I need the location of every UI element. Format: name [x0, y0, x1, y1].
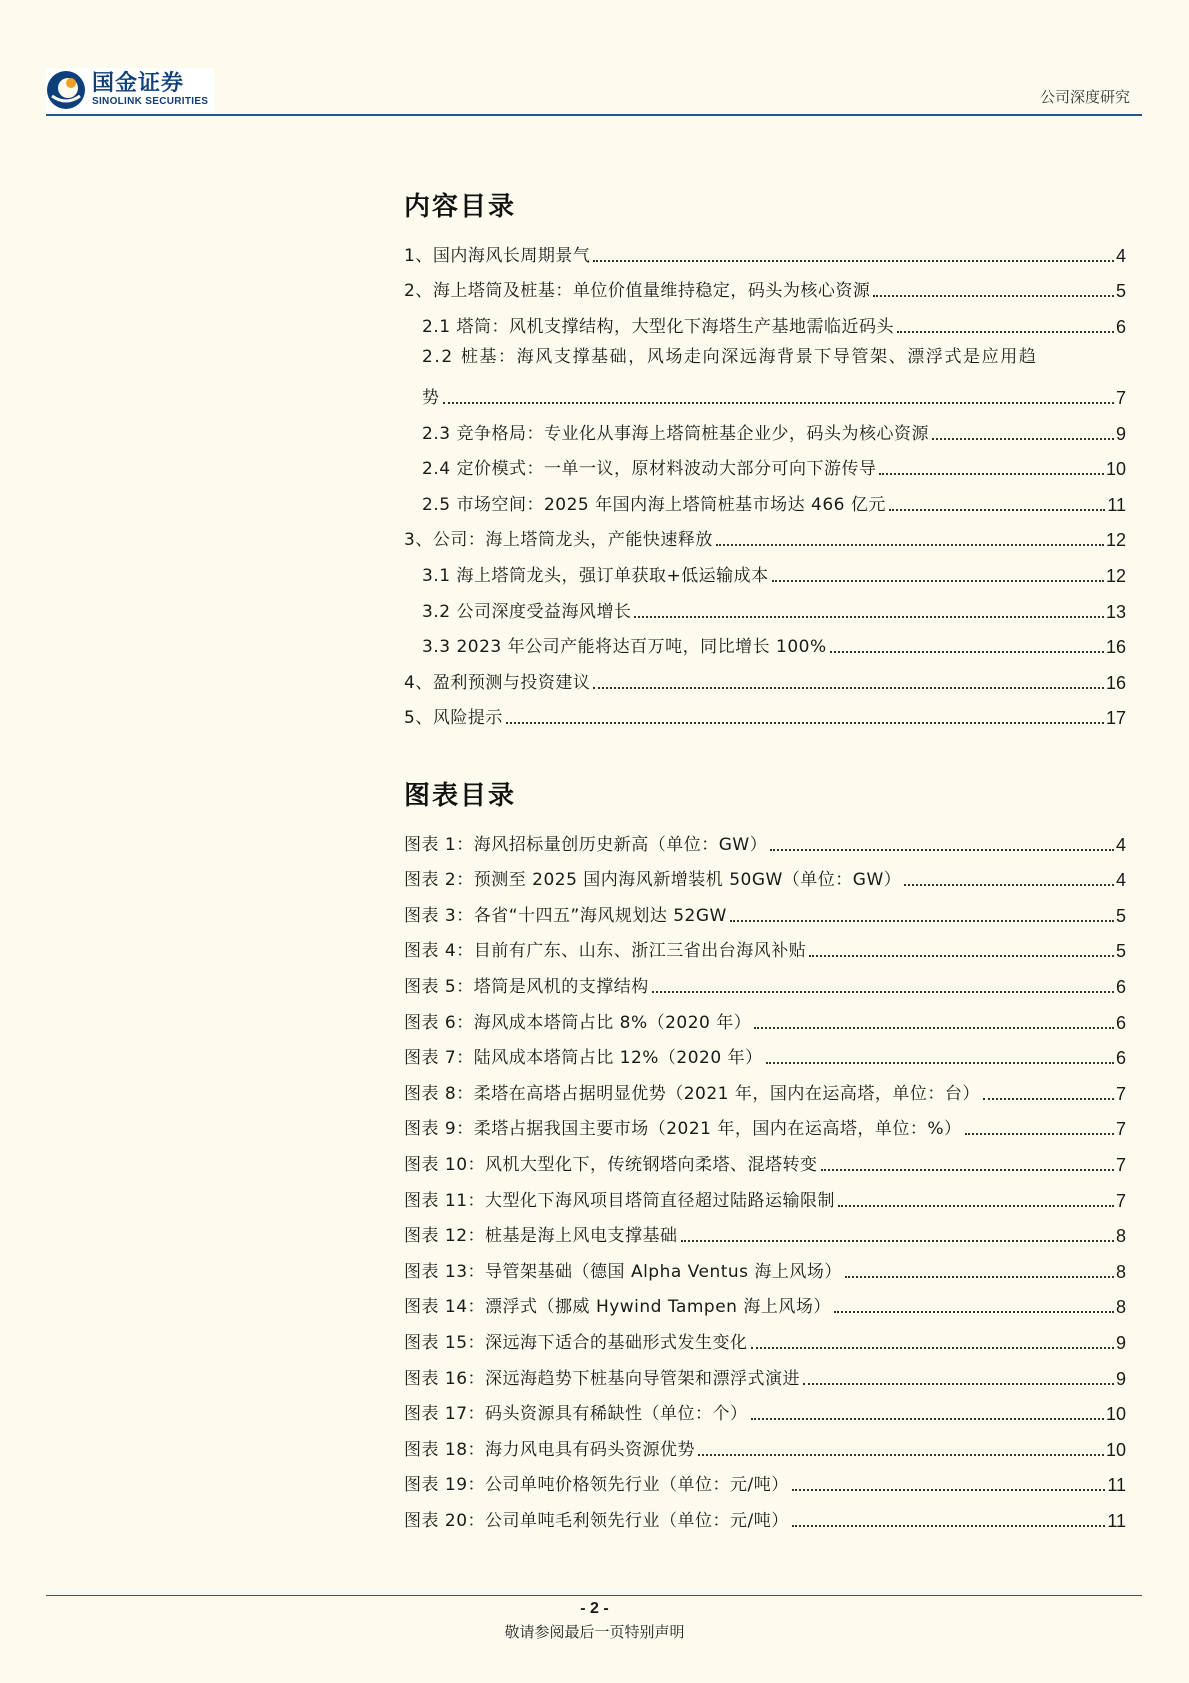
footer-divider: [46, 1595, 1142, 1596]
toc-entry-page: 12: [1105, 530, 1126, 551]
footer-disclaimer: 敬请参阅最后一页特别声明: [504, 1623, 685, 1641]
figure-entry-label: 图表 11：大型化下海风项目塔筒直径超过陆路运输限制: [404, 1190, 836, 1211]
figure-entry-label: 图表 5：塔筒是风机的支撑结构: [404, 976, 649, 997]
figure-entry-page: 5: [1115, 941, 1126, 962]
dot-leader: [983, 1098, 1114, 1100]
toc-entry-label: 4、盈利预测与投资建议: [404, 672, 591, 693]
dot-leader: [506, 722, 1104, 724]
figure-entry-label: 图表 19：公司单吨价格领先行业（单位：元/吨）: [404, 1475, 789, 1496]
figure-entry-page: 9: [1115, 1368, 1126, 1389]
toc-entry-label: 3、公司：海上塔筒龙头，产能快速释放: [404, 530, 713, 551]
toc-entry-page: 4: [1115, 245, 1126, 266]
figure-entry-page: 6: [1115, 1012, 1126, 1033]
dot-leader: [830, 651, 1104, 653]
figures-section: [404, 775, 1126, 1532]
figure-entry-page: 5: [1115, 905, 1126, 926]
toc-entry-label: 2.3 竞争格局：专业化从事海上塔筒桩基企业少，码头为核心资源: [422, 423, 929, 444]
figure-entry-label: 图表 1：海风招标量创历史新高（单位：GW）: [404, 834, 768, 855]
toc-entry[interactable]: [404, 658, 1126, 694]
figure-entry-label: 图表 7：陆风成本塔筒占比 12%（2020 年）: [404, 1048, 763, 1069]
toc-entry[interactable]: [404, 587, 1126, 623]
toc-entry-label: 势: [422, 387, 440, 408]
figure-entry-label: 图表 20：公司单吨毛利领先行业（单位：元/吨）: [404, 1510, 789, 1531]
dot-leader: [845, 1276, 1114, 1278]
toc-entry-page: 13: [1105, 601, 1126, 622]
figure-entry[interactable]: [404, 1034, 1126, 1070]
figure-entry-label: 图表 9：柔塔占据我国主要市场（2021 年，国内在运高塔，单位：%）: [404, 1119, 962, 1140]
toc-entry-page: 16: [1105, 672, 1126, 693]
dot-leader: [698, 1454, 1104, 1456]
toc-entry[interactable]: [404, 445, 1126, 481]
figure-entry-label: 图表 13：导管架基础（德国 Alpha Ventus 海上风场）: [404, 1261, 842, 1282]
toc-entry[interactable]: [404, 623, 1126, 659]
dot-leader: [803, 1383, 1114, 1385]
dot-leader: [730, 920, 1114, 922]
toc-entry-label: 1、国内海风长周期景气: [404, 245, 591, 266]
figure-entry[interactable]: [404, 820, 1126, 856]
dot-leader: [593, 260, 1114, 262]
figure-entry[interactable]: [404, 1176, 1126, 1212]
figure-entry-label: 图表 6：海风成本塔筒占比 8%（2020 年）: [404, 1012, 752, 1033]
figure-entry-page: 11: [1107, 1510, 1126, 1531]
figure-entry[interactable]: [404, 927, 1126, 963]
figure-entry-page: 7: [1115, 1190, 1126, 1211]
figure-entry-label: 图表 8：柔塔在高塔占据明显优势（2021 年，国内在运高塔，单位：台）: [404, 1083, 980, 1104]
figure-entry-label: 图表 10：风机大型化下，传统钢塔向柔塔、混塔转变: [404, 1154, 818, 1175]
figure-entry-label: 图表 4：目前有广东、山东、浙江三省出台海风补贴: [404, 941, 807, 962]
figure-entry[interactable]: [404, 1318, 1126, 1354]
toc-entry-page: 5: [1115, 281, 1126, 302]
page-number: - 2 -: [580, 1600, 609, 1617]
figure-entry-page: 6: [1115, 1048, 1126, 1069]
toc-entry[interactable]: [404, 373, 1126, 409]
toc-entry[interactable]: [404, 267, 1126, 303]
logo-english-name: SINOLINK SECURITIES: [92, 96, 209, 107]
dot-leader: [766, 1062, 1114, 1064]
figures-title: 图表目录: [404, 781, 517, 811]
toc-entry-wrapped-line[interactable]: 2.2 桩基：海风支撑基础，风场走向深远海背景下导管架、漂浮式是应用趋: [422, 346, 1038, 367]
contents-section: [404, 186, 1126, 729]
figure-entry[interactable]: [404, 1069, 1126, 1105]
dot-leader: [821, 1169, 1114, 1171]
dot-leader: [965, 1133, 1114, 1135]
figure-entry-page: 4: [1115, 870, 1126, 891]
figure-entry[interactable]: [404, 1247, 1126, 1283]
toc-entry[interactable]: [404, 409, 1126, 445]
dot-leader: [932, 438, 1114, 440]
figure-entry[interactable]: [404, 1461, 1126, 1497]
figure-entry-page: 8: [1115, 1261, 1126, 1282]
figure-entry[interactable]: [404, 1354, 1126, 1390]
dot-leader: [751, 1347, 1114, 1349]
figure-entry[interactable]: [404, 1390, 1126, 1426]
dot-leader: [879, 473, 1104, 475]
dot-leader: [770, 849, 1114, 851]
figure-entry-label: 图表 3：各省“十四五”海风规划达 52GW: [404, 905, 727, 926]
figure-entry-label: 图表 2：预测至 2025 国内海风新增装机 50GW（单位：GW）: [404, 870, 902, 891]
dot-leader: [809, 955, 1114, 957]
figure-entry-label: 图表 15：深远海下适合的基础形式发生变化: [404, 1332, 748, 1353]
figure-entry-page: 7: [1115, 1154, 1126, 1175]
figure-entry-page: 7: [1115, 1083, 1126, 1104]
dot-leader: [716, 544, 1104, 546]
toc-entry[interactable]: [404, 480, 1126, 516]
header-divider: [46, 114, 1142, 116]
figure-entry-page: 8: [1115, 1226, 1126, 1247]
dot-leader: [754, 1027, 1114, 1029]
figure-entry[interactable]: [404, 998, 1126, 1034]
dot-leader: [751, 1418, 1104, 1420]
toc-entry-label: 3.2 公司深度受益海风增长: [422, 601, 632, 622]
figure-entry-page: 7: [1115, 1119, 1126, 1140]
toc-entry-page: 10: [1105, 459, 1126, 480]
toc-entry[interactable]: [404, 694, 1126, 730]
company-logo: [46, 68, 214, 112]
figure-entry[interactable]: [404, 1496, 1126, 1532]
figure-entry[interactable]: [404, 1283, 1126, 1319]
dot-leader: [792, 1525, 1106, 1527]
figure-entry-page: 8: [1115, 1297, 1126, 1318]
toc-entry-page: 17: [1105, 708, 1126, 729]
dot-leader: [634, 616, 1104, 618]
toc-entry-page: 12: [1105, 565, 1126, 586]
dot-leader: [873, 295, 1114, 297]
toc-entry-label: 5、风险提示: [404, 708, 503, 729]
dot-leader: [652, 991, 1114, 993]
toc-entry-label: 2、海上塔筒及桩基：单位价值量维持稳定，码头为核心资源: [404, 281, 871, 302]
toc-entry-label: 3.3 2023 年公司产能将达百万吨，同比增长 100%: [422, 637, 827, 658]
dot-leader: [889, 509, 1105, 511]
figure-entry-label: 图表 17：码头资源具有稀缺性（单位：个）: [404, 1404, 748, 1425]
toc-entry-page: 7: [1115, 387, 1126, 408]
figures-list: [404, 820, 1126, 1532]
figure-entry-label: 图表 14：漂浮式（挪威 Hywind Tampen 海上风场）: [404, 1297, 831, 1318]
dot-leader: [904, 884, 1114, 886]
figure-entry-page: 11: [1107, 1475, 1126, 1496]
figure-entry[interactable]: [404, 1212, 1126, 1248]
report-type-label: 公司深度研究: [1039, 88, 1130, 106]
dot-leader: [897, 331, 1114, 333]
figure-entry[interactable]: [404, 891, 1126, 927]
figure-entry[interactable]: [404, 962, 1126, 998]
figure-entry-page: 10: [1105, 1439, 1126, 1460]
figure-entry-page: 10: [1105, 1404, 1126, 1425]
toc-entry-label: 3.1 海上塔筒龙头，强订单获取+低运输成本: [422, 565, 769, 586]
sinolink-logo-icon: [46, 70, 86, 110]
figure-entry[interactable]: [404, 1140, 1126, 1176]
page-header: [46, 66, 1142, 116]
dot-leader: [834, 1311, 1114, 1313]
figure-entry-page: 4: [1115, 834, 1126, 855]
logo-chinese-name: 国金证券: [92, 71, 185, 96]
toc-entry-page: 9: [1115, 423, 1126, 444]
dot-leader: [772, 580, 1104, 582]
toc-entry-page: 11: [1107, 494, 1126, 515]
contents-title: 内容目录: [404, 192, 517, 222]
figure-entry-label: 图表 18：海力风电具有码头资源优势: [404, 1439, 696, 1460]
figure-entry-page: 6: [1115, 976, 1126, 997]
dot-leader: [838, 1205, 1114, 1207]
figure-entry[interactable]: [404, 856, 1126, 892]
toc-entry-label: 2.1 塔筒：风机支撑结构，大型化下海塔生产基地需临近码头: [422, 316, 894, 337]
toc-entry-label: 2.5 市场空间：2025 年国内海上塔筒桩基市场达 466 亿元: [422, 494, 886, 515]
dot-leader: [443, 402, 1114, 404]
toc-entry[interactable]: [404, 516, 1126, 552]
figure-entry-page: 9: [1115, 1332, 1126, 1353]
toc-entry-page: 6: [1115, 316, 1126, 337]
dot-leader: [593, 687, 1104, 689]
dot-leader: [681, 1240, 1114, 1242]
toc-entry[interactable]: [404, 551, 1126, 587]
figure-entry-label: 图表 16：深远海趋势下桩基向导管架和漂浮式演进: [404, 1368, 801, 1389]
toc-entry-label: 2.4 定价模式：一单一议，原材料波动大部分可向下游传导: [422, 459, 877, 480]
contents-list: [404, 231, 1126, 729]
figure-entry[interactable]: [404, 1105, 1126, 1141]
toc-entry[interactable]: [404, 231, 1126, 267]
figure-entry-label: 图表 12：桩基是海上风电支撑基础: [404, 1226, 678, 1247]
toc-entry-page: 16: [1105, 637, 1126, 658]
dot-leader: [792, 1489, 1106, 1491]
toc-entry[interactable]: [404, 302, 1126, 338]
figure-entry[interactable]: [404, 1425, 1126, 1461]
